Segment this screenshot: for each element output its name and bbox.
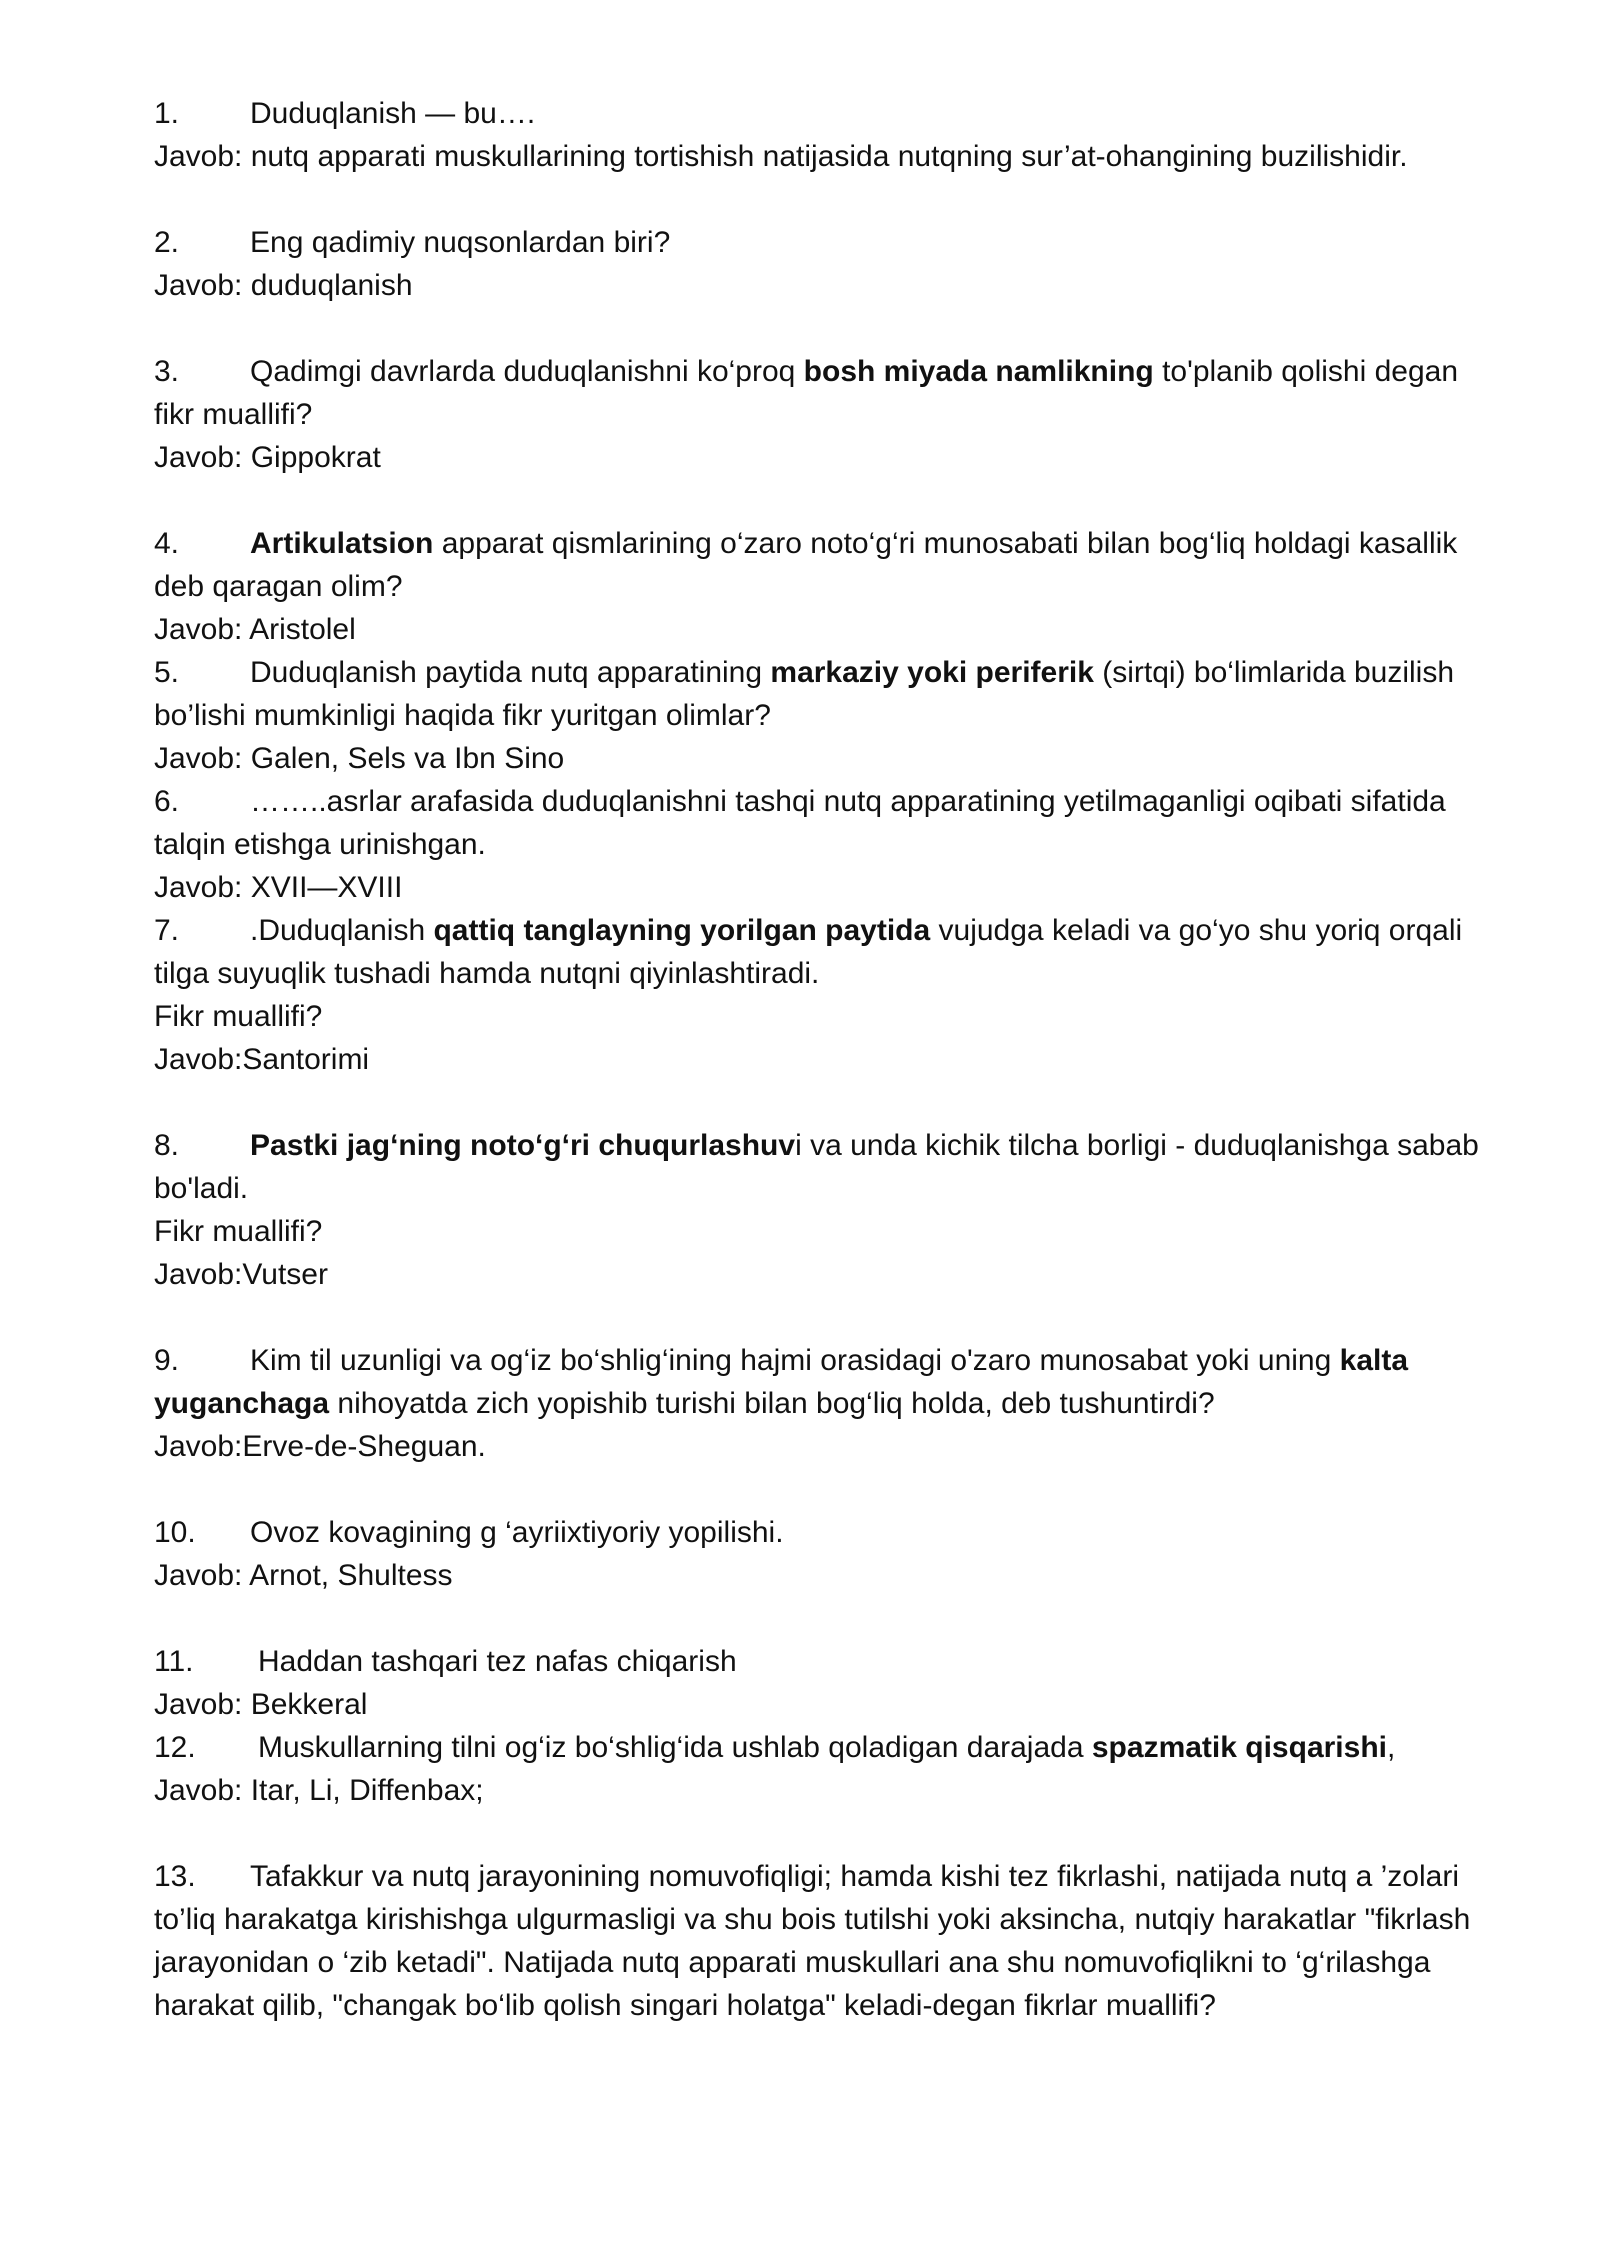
question-segment: Muskullarning tilni og‘iz bo‘shlig‘ida ushlab qoladigan darajada [258,1731,1092,1764]
question-5 [154,651,1484,780]
question-number: 10. [154,1516,196,1549]
question-text [154,1339,1484,1425]
question-number: 6. [154,785,180,818]
answer-text: Javob: Galen, Sels va Ibn Sino [154,742,565,775]
question-1 [154,92,1484,178]
question-text [154,1640,1484,1683]
question-text [154,522,1484,608]
question-number: 5. [154,656,180,689]
question-number: 2. [154,226,180,259]
question-text [154,92,1484,135]
question-6 [154,780,1484,909]
question-bold-segment: bosh miyada namlikning [803,355,1154,388]
question-bold-segment: Pastki jag‘ning noto‘g‘ri chuqurlashuv [250,1129,796,1162]
question-segment: .Duduqlanish [250,914,434,947]
question-number: 12. [154,1731,196,1764]
answer-text: Javob: Itar, Li, Diffenbax; [154,1774,484,1807]
question-segment: Eng qadimiy nuqsonlardan biri? [250,226,671,259]
question-followup: Fikr muallifi? [154,1215,323,1248]
question-number: 9. [154,1344,180,1377]
question-text [154,780,1484,866]
question-segment: Duduqlanish — bu…. [250,97,536,130]
question-text [154,1124,1484,1210]
question-number: 3. [154,355,180,388]
question-number: 1. [154,97,180,130]
question-number: 11. [154,1645,194,1678]
answer-text: Javob: Gippokrat [154,441,381,474]
question-text [154,909,1484,995]
question-text [154,221,1484,264]
answer-text: Javob: Bekkeral [154,1688,368,1721]
question-13 [154,1855,1484,2027]
question-text [154,651,1484,737]
question-bold-segment: spazmatik qisqarishi [1091,1731,1387,1764]
question-text [154,1726,1484,1769]
question-segment: i va unda kichik tilcha borligi - duduqlanishga sabab bo'ladi. [154,1129,1479,1205]
document-page [154,92,1484,2027]
question-8 [154,1124,1484,1296]
question-text [154,1855,1484,2027]
question-4 [154,522,1484,651]
question-3 [154,350,1484,479]
answer-text: Javob: Aristolel [154,613,356,646]
question-text [154,350,1484,436]
answer-text: Javob: nutq apparati muskullarining tortishish natijasida nutqning sur’at-ohangining buzilishidir. [154,140,1408,173]
question-12 [154,1726,1484,1812]
question-segment: Haddan tashqari tez nafas chiqarish [258,1645,737,1678]
question-2 [154,221,1484,307]
question-segment: (sirtqi) bo‘limlarida buzilish bo’lishi mumkinligi haqida fikr yuritgan olimlar? [154,656,1455,732]
question-number: 8. [154,1129,180,1162]
question-11 [154,1640,1484,1726]
question-number: 13. [154,1860,196,1893]
answer-text: Javob: duduqlanish [154,269,413,302]
answer-text: Javob: Arnot, Shultess [154,1559,453,1592]
answer-text: Javob:Erve-de-Sheguan. [154,1430,486,1463]
question-text [154,1511,1484,1554]
question-bold-segment: markaziy yoki periferik [770,656,1094,689]
question-bold-segment: kalta yuganchaga [154,1344,1409,1420]
answer-text: Javob: XVII—XVIII [154,871,403,904]
question-segment: nihoyatda zich yopishib turishi bilan bog‘liq holda, deb tushuntirdi? [329,1387,1215,1420]
question-bold-segment: Artikulatsion [250,527,434,560]
question-segment: Duduqlanish paytida nutq apparatining [250,656,771,689]
question-segment: , [1386,1731,1396,1764]
question-10 [154,1511,1484,1597]
question-segment: Kim til uzunligi va og‘iz bo‘shlig‘ining hajmi orasidagi o'zaro munosabat yoki uning [250,1344,1340,1377]
question-segment: to'planib qolishi degan fikr muallifi? [154,355,1459,431]
question-segment: ……..asrlar arafasida duduqlanishni tashqi nutq apparatining yetilmaganligi oqibati sifatida talqin etishga urinishgan. [154,785,1446,861]
answer-text: Javob:Santorimi [154,1043,370,1076]
question-9 [154,1339,1484,1468]
question-followup: Fikr muallifi? [154,1000,323,1033]
question-segment: Qadimgi davrlarda duduqlanishni ko‘proq [250,355,804,388]
question-segment: Tafakkur va nutq jarayonining nomuvofiqligi; hamda kishi tez fikrlashi, natijada nutq a ’zolari to’liq harakatga kirishishga ulgurmasligi va shu bois tutilshi yoki aksincha, nutqiy harakatlar "fikrlash jarayonidan o ‘zib ketadi". Natijada nutq apparati muskullari ana shu nomuvofiqlikni to ‘g‘rilashga harakat qilib, "changak bo‘lib qolish singari holatga" keladi-degan fikrlar muallifi? [154,1860,1471,2022]
question-bold-segment: qattiq tanglayning yorilgan paytida [433,914,931,947]
question-segment: apparat qismlarining o‘zaro noto‘g‘ri munosabati bilan bog‘liq holdagi kasallik deb qaragan olim? [154,527,1458,603]
question-segment: vujudga keladi va go‘yo shu yoriq orqali tilga suyuqlik tushadi hamda nutqni qiyinlashtiradi. [154,914,1463,990]
question-number: 7. [154,914,180,947]
question-segment: Ovoz kovagining g ‘ayriixtiyoriy yopilishi. [250,1516,784,1549]
question-7 [154,909,1484,1081]
question-number: 4. [154,527,180,560]
answer-text: Javob:Vutser [154,1258,328,1291]
